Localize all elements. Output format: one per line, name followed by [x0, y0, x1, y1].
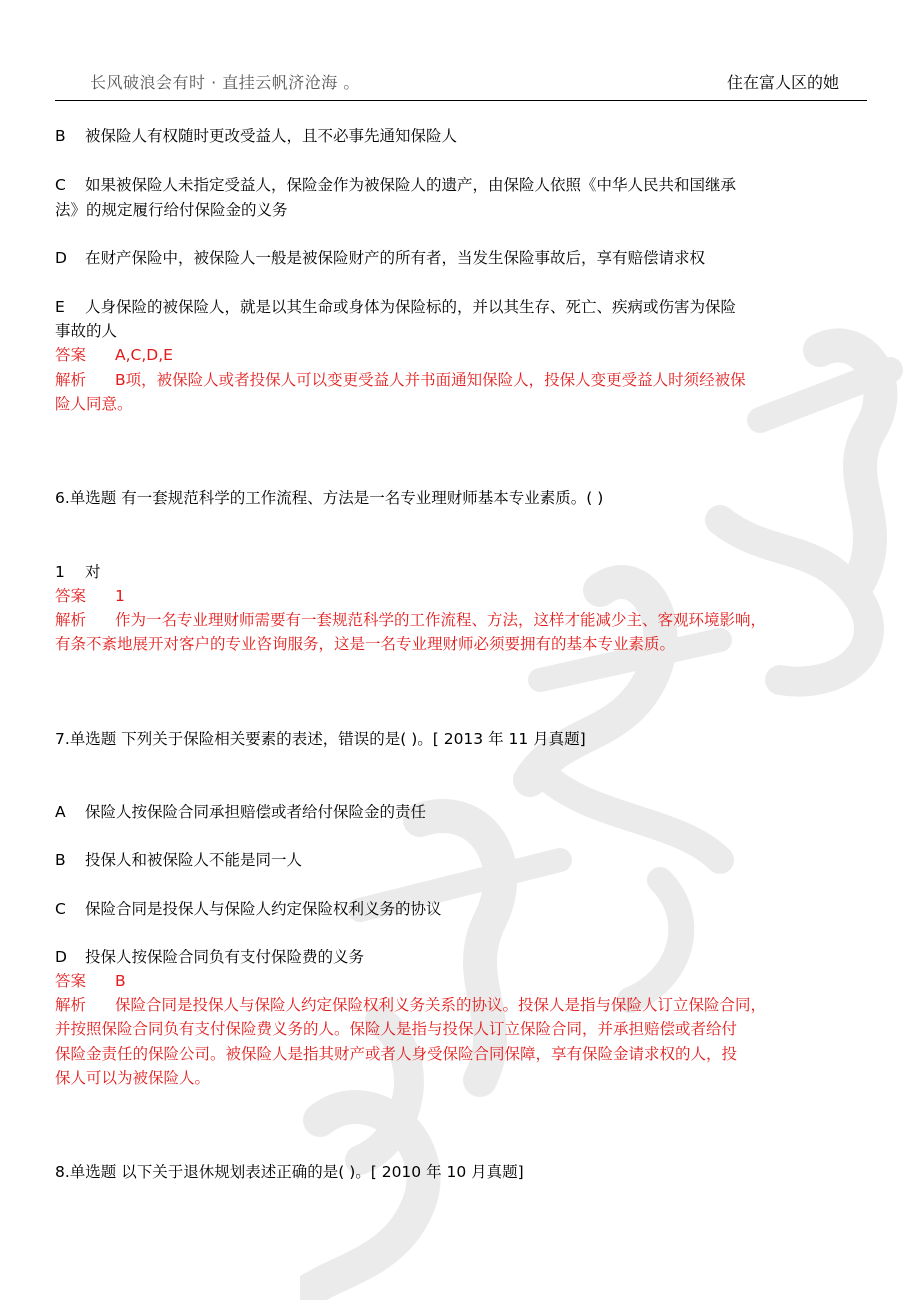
question-text: 6.单选题 有一套规范科学的工作流程、方法是一名专业理财师基本专业素质。( ) [55, 489, 604, 507]
option-text: 事故的人 [55, 322, 118, 340]
option-letter: C [55, 900, 66, 918]
question-text: 8.单选题 以下关于退休规划表述正确的是( )。[ 2010 年 10 月真题] [55, 1163, 524, 1181]
option-text: 投保人按保险合同负有支付保险费的义务 [85, 948, 365, 966]
option-text: 对 [85, 563, 101, 581]
q7-question [55, 727, 586, 752]
option-text: 投保人和被保险人不能是同一人 [85, 851, 303, 869]
answer-value: 1 [115, 587, 125, 605]
q7-option-b [55, 848, 302, 873]
q6-option-1 [55, 560, 101, 585]
q5-answer [55, 343, 173, 368]
analysis-label: 解析 [55, 996, 87, 1014]
option-letter: D [55, 948, 67, 966]
page-header [55, 62, 867, 101]
option-text: 如果被保险人未指定受益人，保险金作为被保险人的遗产，由保险人依照《中华人民共和国继承 [85, 176, 737, 194]
analysis-label: 解析 [55, 611, 87, 629]
analysis-text: 保险金责任的保险公司。被保险人是指其财产或者人身受保险合同保障，享有保险金请求权的人，投 [55, 1045, 738, 1063]
option-text: 在财产保险中，被保险人一般是被保险财产的所有者，当发生保险事故后，享有赔偿请求权 [85, 249, 706, 267]
q5-analysis [55, 368, 746, 393]
analysis-text: 保险合同是投保人与保险人约定保险权利义务关系的协议。投保人是指与保险人订立保险合同， [115, 996, 767, 1014]
q5-analysis-continued [55, 392, 133, 417]
q5-option-c [55, 173, 736, 198]
analysis-label: 解析 [55, 371, 87, 389]
q7-option-d [55, 945, 364, 970]
q7-answer [55, 969, 126, 994]
option-letter: E [55, 298, 65, 316]
option-text: 被保险人有权随时更改受益人，且不必事先通知保险人 [85, 127, 458, 145]
q6-answer [55, 584, 125, 609]
q5-option-e [55, 295, 736, 320]
q7-option-c [55, 897, 442, 922]
watermark-calligraphy [300, 260, 920, 1300]
q5-option-b [55, 124, 457, 149]
q5-option-e-continued [55, 319, 117, 344]
option-letter: C [55, 176, 66, 194]
q5-option-d [55, 246, 705, 271]
option-letter: B [55, 127, 66, 145]
option-text: 保险人按保险合同承担赔偿或者给付保险金的责任 [85, 803, 427, 821]
option-text: 法》的规定履行给付保险金的义务 [55, 201, 288, 219]
option-letter: D [55, 249, 67, 267]
q6-analysis [55, 608, 766, 633]
analysis-text: 有条不紊地展开对客户的专业咨询服务，这是一名专业理财师必须要拥有的基本专业素质。 [55, 635, 676, 653]
question-text: 7.单选题 下列关于保险相关要素的表述，错误的是( )。[ 2013 年 11 月真题] [55, 730, 586, 748]
answer-label: 答案 [55, 346, 87, 364]
header-motto: 长风破浪会有时 · 直挂云帆济沧海 。 [90, 73, 360, 92]
option-text: 人身保险的被保险人，就是以其生命或身体为保险标的，并以其生存、死亡、疾病或伤害为保险 [85, 298, 737, 316]
q6-analysis-continued [55, 632, 675, 657]
q7-analysis-line-3 [55, 1042, 737, 1067]
header-brand: 住在富人区的她 [726, 73, 839, 92]
answer-label: 答案 [55, 587, 87, 605]
analysis-text: B项，被保险人或者投保人可以变更受益人并书面通知保险人，投保人变更受益人时须经被保 [115, 371, 746, 389]
option-letter: B [55, 851, 66, 869]
answer-value: A,C,D,E [115, 346, 173, 364]
analysis-text: 作为一名专业理财师需要有一套规范科学的工作流程、方法，这样才能减少主、客观环境影响， [115, 611, 767, 629]
q8-question [55, 1160, 524, 1185]
analysis-text: 保人可以为被保险人。 [55, 1069, 211, 1087]
q7-option-a [55, 800, 426, 825]
option-text: 保险合同是投保人与保险人约定保险权利义务的协议 [85, 900, 442, 918]
option-letter: A [55, 803, 66, 821]
q7-analysis [55, 993, 766, 1018]
answer-label: 答案 [55, 972, 87, 990]
analysis-text: 并按照保险合同负有支付保险费义务的人。保险人是指与投保人订立保险合同，并承担赔偿或者给付 [55, 1020, 738, 1038]
analysis-text: 险人同意。 [55, 395, 133, 413]
answer-value: B [115, 972, 126, 990]
q7-analysis-line-2 [55, 1017, 737, 1042]
q7-analysis-line-4 [55, 1066, 210, 1091]
q5-option-c-continued [55, 198, 288, 223]
q6-question [55, 486, 603, 511]
option-letter: 1 [55, 563, 65, 581]
